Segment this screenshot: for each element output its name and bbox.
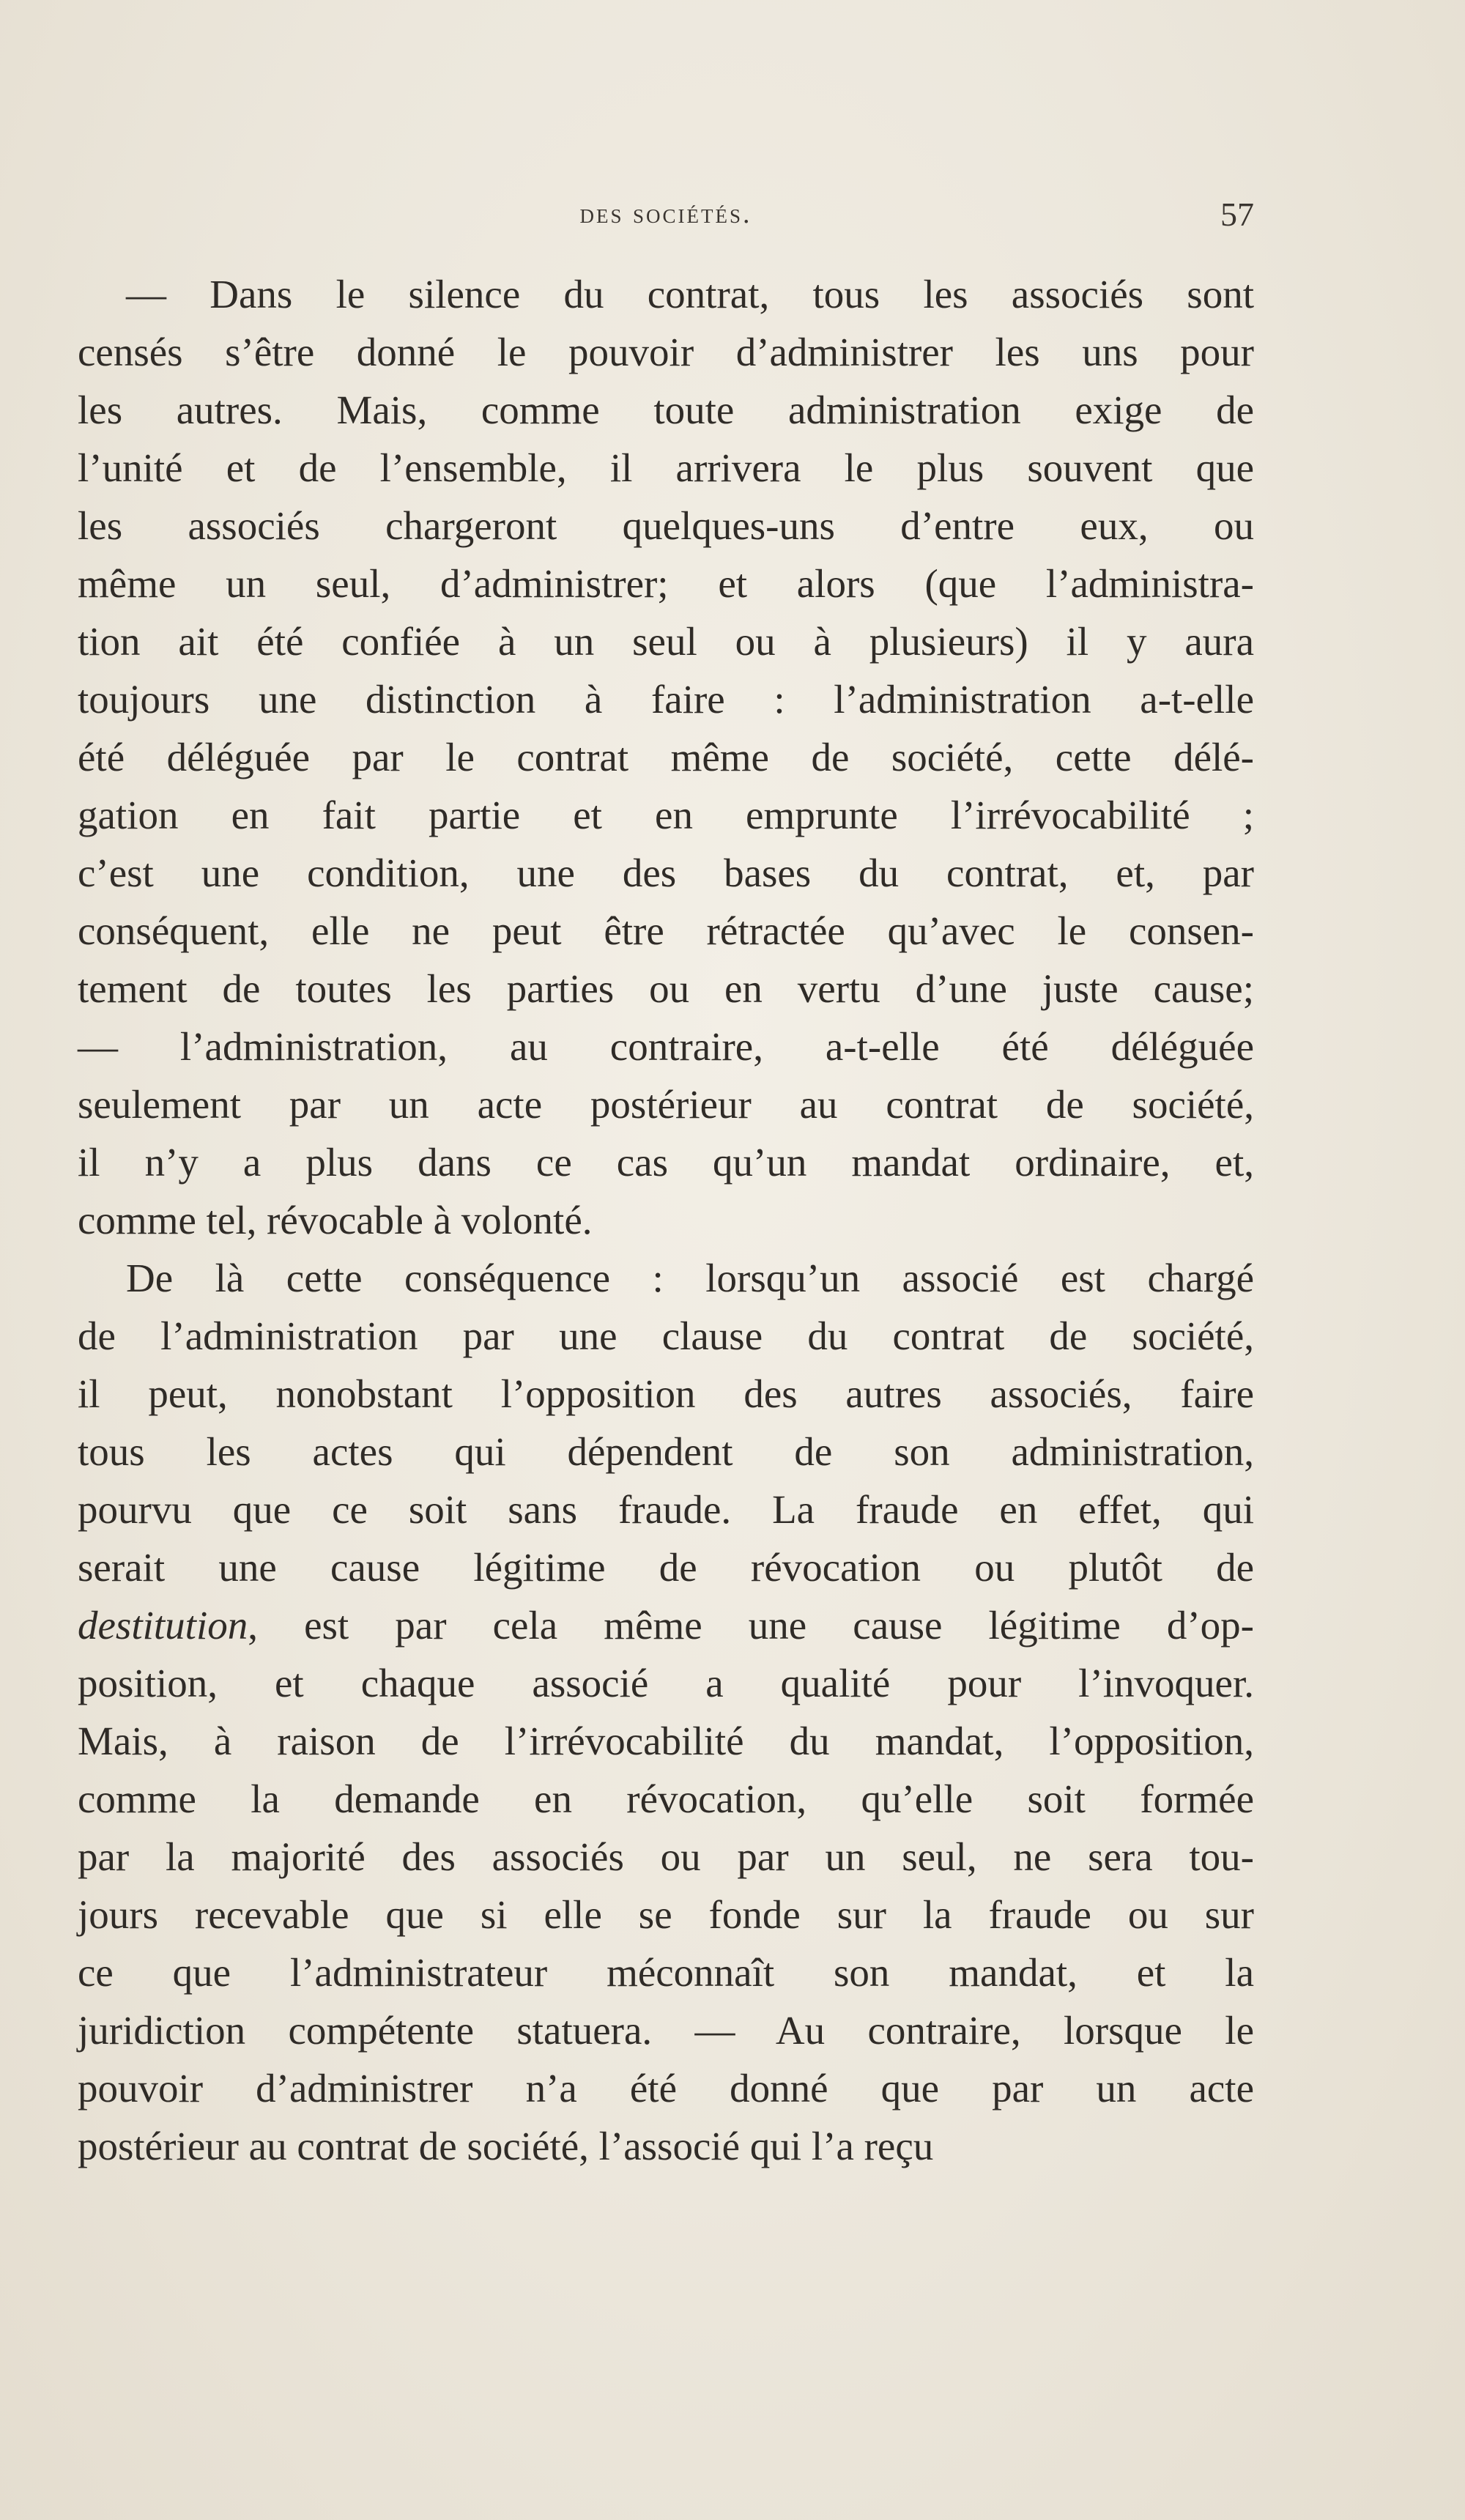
text-line: tous les actes qui dépendent de son administration, [78,1429,1254,1474]
text-line: serait une cause légitime de révocation ou plutôt de [78,1545,1254,1590]
text-line: il n’y a plus dans ce cas qu’un mandat ordinaire, et, [78,1140,1254,1185]
text-line: pouvoir d’administrer n’a été donné que par un acte [78,2066,1254,2110]
text-line: pourvu que ce soit sans fraude. La fraude en effet, qui [78,1487,1254,1532]
body-text [78,265,1254,2175]
text-line: position, et chaque associé a qualité pour l’invoquer. [78,1661,1254,1705]
text-line: il peut, nonobstant l’opposition des autres associés, faire [78,1371,1254,1416]
page-number: 57 [1220,196,1254,233]
text-line: tion ait été confiée à un seul ou à plusieurs) il y aura [78,619,1254,664]
text-line: tement de toutes les parties ou en vertu d’une juste cause; [78,966,1254,1011]
text-line: seulement par un acte postérieur au contrat de société, [78,1082,1254,1127]
text-line: par la majorité des associés ou par un seul, ne sera tou- [78,1834,1254,1879]
text-line: destitution, est par cela même une cause légitime d’op- [78,1603,1254,1648]
text-line: — Dans le silence du contrat, tous les associés sont [126,272,1254,316]
text-line: gation en fait partie et en emprunte l’irrévocabilité ; [78,793,1254,837]
text-line: comme la demande en révocation, qu’elle soit formée [78,1776,1254,1821]
text-line: censés s’être donné le pouvoir d’administrer les uns pour [78,330,1254,374]
text-line: été déléguée par le contrat même de société, cette délé- [78,735,1254,779]
paragraph-1 [78,265,1254,1249]
text-line: Mais, à raison de l’irrévocabilité du mandat, l’opposition, [78,1719,1254,1763]
text-line: les autres. Mais, comme toute administration exige de [78,388,1254,432]
text-line: conséquent, elle ne peut être rétractée qu’avec le consen- [78,908,1254,953]
running-title: des sociétés. [579,199,752,229]
text-line: c’est une condition, une des bases du contrat, et, par [78,850,1254,895]
text-line: l’unité et de l’ensemble, il arrivera le plus souvent que [78,445,1254,490]
text-line: De là cette conséquence : lorsqu’un associé est chargé [126,1256,1254,1300]
text-line: de l’administration par une clause du contrat de société, [78,1313,1254,1358]
running-head [78,198,1254,249]
text-line: jours recevable que si elle se fonde sur la fraude ou sur [78,1892,1254,1937]
text-line: même un seul, d’administrer; et alors (que l’administra- [78,561,1254,606]
text-line: toujours une distinction à faire : l’administration a-t-elle [78,677,1254,722]
text-line: comme tel, révocable à volonté. [78,1198,593,1242]
text-line: postérieur au contrat de société, l’associé qui l’a reçu [78,2124,934,2168]
text-line: — l’administration, au contraire, a-t-elle été déléguée [78,1024,1254,1069]
paragraph-2 [78,1249,1254,2175]
text-line: les associés chargeront quelques-uns d’entre eux, ou [78,503,1254,548]
italic-term: destitution [78,1603,248,1648]
text-line: ce que l’administrateur méconnaît son mandat, et la [78,1950,1254,1995]
text-line: juridiction compétente statuera. — Au contraire, lorsque le [78,2008,1254,2053]
